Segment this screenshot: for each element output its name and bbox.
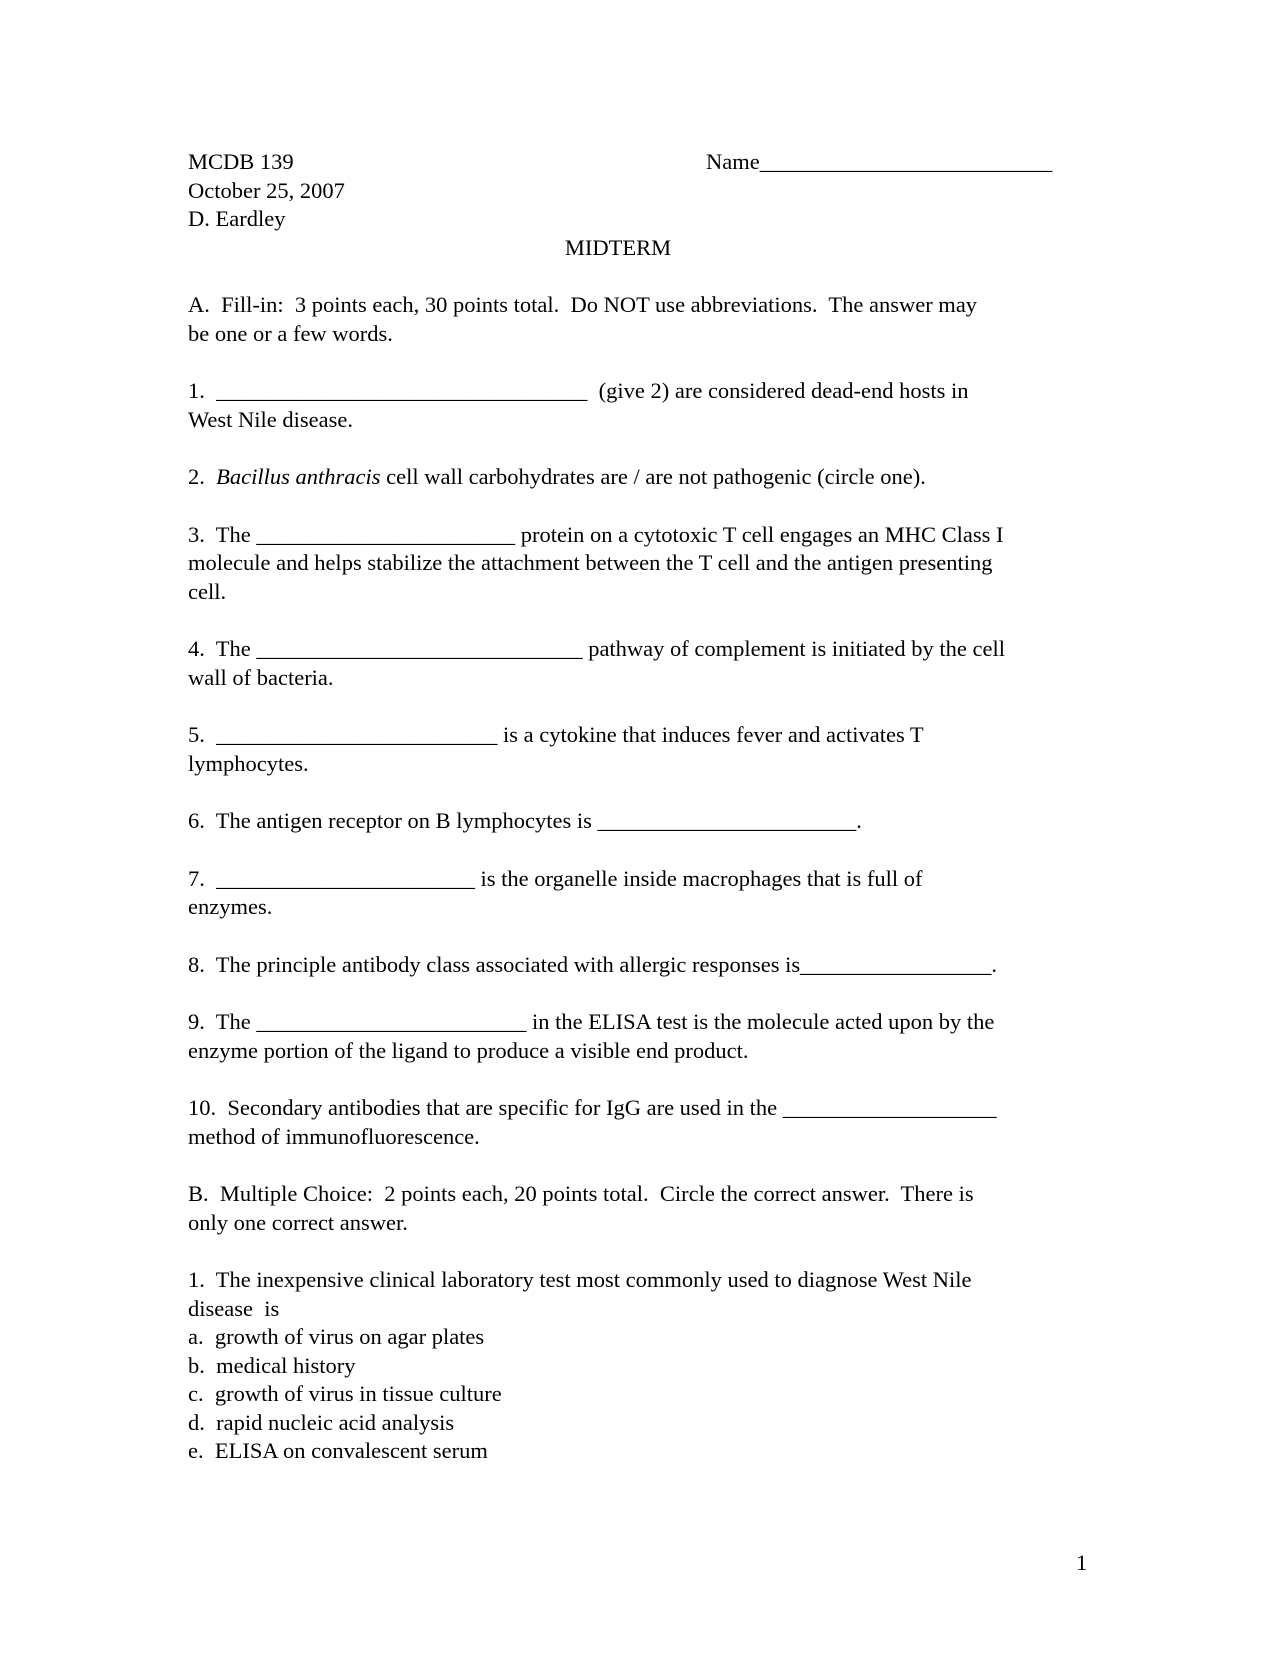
section-a-heading: A. Fill-in: 3 points each, 30 points total. Do NOT use abbreviations. The answer may be one or a few words. [188, 292, 978, 346]
fill-in-question-6: 6. The antigen receptor on B lymphocytes is _______________________. [188, 808, 862, 833]
fill-in-question-2: 2. Bacillus anthracis cell wall carbohydrates are / are not pathogenic (circle one). [188, 464, 926, 489]
fill-in-question-7: 7. _______________________ is the organelle inside macrophages that is full of enzymes. [188, 865, 923, 919]
exam-title: MIDTERM [564, 234, 672, 260]
page-number: 1 [1076, 1550, 1088, 1575]
choice-option[interactable]: e. ELISA on convalescent serum [188, 1438, 488, 1463]
fill-in-question-10: 10. Secondary antibodies that are specific for IgG are used in the ___________________ method of immunofluorescence. [188, 1095, 997, 1149]
exam-page [188, 148, 1088, 1466]
fill-in-question-3: 3. The _______________________ protein on a cytotoxic T cell engages an MHC Class I molecule and helps stabilize the attachment between the T cell and the antigen presenting cell. [188, 521, 1004, 604]
choice-option[interactable]: b. medical history [188, 1352, 356, 1378]
multiple-choice-question-1: 1. The inexpensive clinical laboratory test most commonly used to diagnose West Nile disease is a. growth of virus on agar plates b. medical history c. growth of virus in tissue culture d. rapid nucleic acid analysis e. ELISA on convalescent serum [188, 1266, 1088, 1466]
header-row-1 [188, 148, 1088, 177]
fill-in-question-8: 8. The principle antibody class associated with allergic responses is_________________. [188, 951, 998, 977]
fill-in-question-5: 5. _________________________ is a cytokine that induces fever and activates T lymphocytes. [188, 722, 924, 776]
choice-option[interactable]: d. rapid nucleic acid analysis [188, 1409, 455, 1435]
species-name: Bacillus anthracis [216, 464, 381, 489]
fill-in-question-1: 1. _________________________________ (give 2) are considered dead-end hosts in West Nile disease. [188, 378, 969, 432]
fill-in-question-9: 9. The ________________________ in the ELISA test is the molecule acted upon by the enzyme portion of the ligand to produce a visible end product. [188, 1009, 995, 1063]
fill-in-question-4: 4. The _____________________________ pathway of complement is initiated by the cell wall of bacteria. [188, 636, 1005, 690]
instructor-name: D. Eardley [188, 206, 286, 231]
section-b-heading: B. Multiple Choice: 2 points each, 20 points total. Circle the correct answer. There is only one correct answer. [188, 1181, 974, 1235]
course-code: MCDB 139 [188, 149, 294, 174]
exam-date: October 25, 2007 [188, 177, 345, 203]
name-field: Name__________________________ [706, 149, 1053, 174]
choice-option[interactable]: c. growth of virus in tissue culture [188, 1381, 502, 1406]
choice-option[interactable]: a. growth of virus on agar plates [188, 1324, 485, 1349]
